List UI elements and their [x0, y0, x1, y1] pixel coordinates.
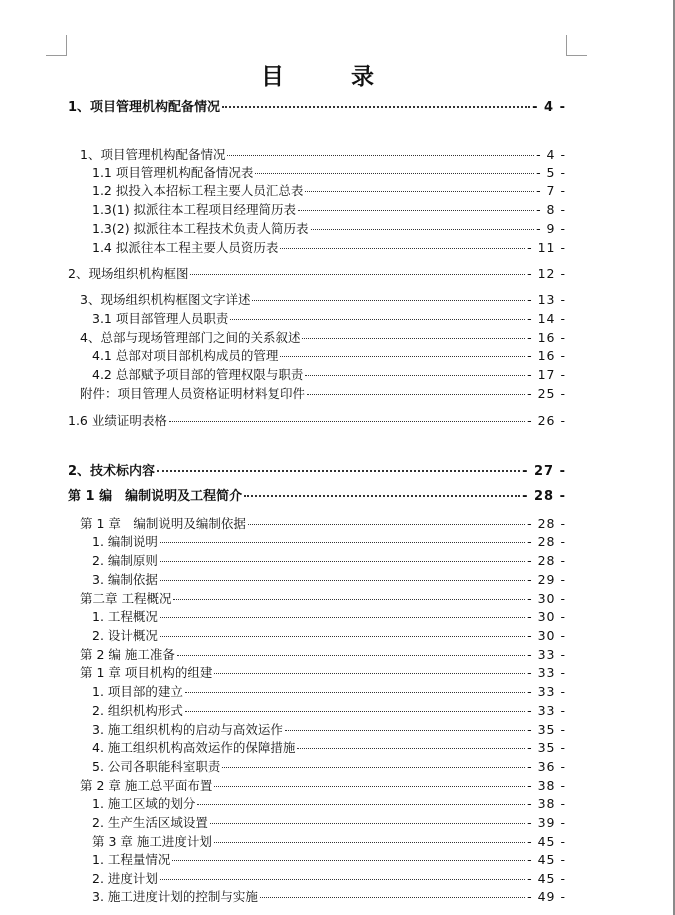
toc-entry-title: 2、现场组织机构框图	[68, 266, 189, 281]
toc-entry-page-number: - 25 -	[527, 386, 566, 401]
toc-entry-page-number: - 45 -	[527, 834, 566, 849]
toc-entry-page-number: - 30 -	[527, 591, 566, 606]
dot-leader	[210, 823, 525, 824]
toc-entry-title: 1. 工程量情况	[92, 852, 171, 867]
toc-entry-page-number: - 7 -	[536, 183, 566, 198]
toc-entry-page-number: - 30 -	[527, 609, 566, 624]
dot-leader	[169, 421, 525, 422]
toc-entry-title: 3.1 项目部管理人员职责	[92, 311, 229, 326]
toc-entry-page-number: - 28 -	[527, 516, 566, 531]
dot-leader	[280, 356, 525, 357]
dot-leader	[298, 210, 534, 211]
toc-entry-title: 3、现场组织机构框图文字详述	[80, 292, 251, 307]
dot-leader	[197, 804, 525, 805]
toc-entry[interactable]	[92, 609, 566, 625]
toc-entry-title: 1、项目管理机构配备情况	[80, 147, 226, 162]
toc-entry-page-number: - 36 -	[527, 759, 566, 774]
dot-leader	[160, 617, 525, 618]
dot-leader	[177, 655, 525, 656]
toc-entry[interactable]	[92, 889, 566, 905]
toc-entry[interactable]	[92, 684, 566, 700]
toc-entry[interactable]	[92, 183, 566, 199]
toc-entry-title: 1.3(2) 拟派往本工程技术负责人简历表	[92, 221, 309, 236]
dot-leader	[280, 248, 525, 249]
toc-entry-title: 1.4 拟派往本工程主要人员资历表	[92, 240, 279, 255]
dot-leader	[248, 524, 525, 525]
toc-entry-title: 2. 组织机构形式	[92, 703, 183, 718]
toc-entry-title: 第 1 编 编制说明及工程简介	[68, 489, 243, 504]
dot-leader	[160, 561, 525, 562]
toc-entry-page-number: - 14 -	[527, 311, 566, 326]
toc-entry-page-number: - 26 -	[527, 413, 566, 428]
toc-entry-page-number: - 29 -	[527, 572, 566, 587]
toc-entry[interactable]	[80, 778, 566, 794]
page-title: 目 录	[261, 64, 396, 90]
toc-entry[interactable]	[92, 815, 566, 831]
toc-entry-title: 2. 编制原则	[92, 553, 158, 568]
toc-entry-page-number: - 4 -	[536, 147, 566, 162]
toc-entry-title: 1、项目管理机构配备情况	[68, 100, 221, 115]
toc-entry-title: 2. 设计概况	[92, 628, 158, 643]
toc-entry-page-number: - 4 -	[532, 100, 566, 115]
toc-entry-page-number: - 28 -	[527, 534, 566, 549]
dot-leader	[252, 300, 525, 301]
dot-leader	[227, 155, 534, 156]
toc-entry[interactable]	[92, 553, 566, 569]
toc-entry-page-number: - 33 -	[527, 684, 566, 699]
toc-entry-title: 3. 编制依据	[92, 572, 158, 587]
toc-entry[interactable]	[68, 266, 566, 282]
toc-entry-title: 1.2 拟投入本招标工程主要人员汇总表	[92, 183, 304, 198]
toc-entry-page-number: - 45 -	[527, 871, 566, 886]
dot-leader	[255, 173, 534, 174]
toc-entry-page-number: - 5 -	[536, 165, 566, 180]
toc-entry[interactable]	[80, 330, 566, 346]
toc-entry-title: 第 1 章 项目机构的组建	[80, 665, 213, 680]
dot-leader	[160, 636, 525, 637]
dot-leader	[297, 748, 525, 749]
toc-entry-page-number: - 33 -	[527, 647, 566, 662]
toc-entry[interactable]	[92, 740, 566, 756]
toc-entry-title: 第 1 章 编制说明及编制依据	[80, 516, 246, 531]
toc-entry[interactable]	[92, 202, 566, 218]
dot-leader	[214, 842, 525, 843]
toc-entry[interactable]	[80, 386, 566, 402]
toc-entry-title: 1.3(1) 拟派往本工程项目经理简历表	[92, 202, 297, 217]
toc-entry[interactable]	[68, 489, 566, 505]
dot-leader	[302, 338, 525, 339]
toc-entry-title: 3. 施工组织机构的启动与高效运作	[92, 722, 283, 737]
toc-entry[interactable]	[92, 796, 566, 812]
toc-entry[interactable]	[80, 147, 566, 163]
toc-entry[interactable]	[80, 591, 566, 607]
toc-entry-page-number: - 30 -	[527, 628, 566, 643]
dot-leader	[311, 229, 535, 230]
toc-entry[interactable]	[92, 628, 566, 644]
toc-entry-page-number: - 33 -	[527, 703, 566, 718]
dot-leader	[244, 495, 520, 497]
toc-entry[interactable]	[92, 834, 566, 850]
toc-entry[interactable]	[68, 464, 566, 480]
toc-entry[interactable]	[68, 100, 566, 116]
toc-entry-page-number: - 38 -	[527, 796, 566, 811]
dot-leader	[305, 375, 525, 376]
dot-leader	[230, 319, 525, 320]
dot-leader	[214, 673, 525, 674]
dot-leader	[222, 106, 530, 108]
toc-entry-page-number: - 45 -	[527, 852, 566, 867]
toc-entry-title: 4.1 总部对项目部机构成员的管理	[92, 348, 279, 363]
toc-entry-title: 附件：项目管理人员资格证明材料复印件	[80, 386, 306, 401]
toc-entry-title: 1. 施工区域的划分	[92, 796, 196, 811]
toc-entry-title: 4. 施工组织机构高效运作的保障措施	[92, 740, 296, 755]
toc-entry[interactable]	[92, 722, 566, 738]
toc-entry[interactable]	[92, 221, 566, 237]
toc-entry[interactable]	[92, 852, 566, 868]
toc-entry-title: 第 2 编 施工准备	[80, 647, 175, 662]
toc-entry-page-number: - 49 -	[527, 889, 566, 904]
toc-entry-title: 1.6 业绩证明表格	[68, 413, 167, 428]
toc-entry[interactable]	[92, 572, 566, 588]
dot-leader	[157, 470, 520, 472]
dot-leader	[214, 786, 525, 787]
toc-entry-title: 1. 工程概况	[92, 609, 158, 624]
dot-leader	[185, 692, 525, 693]
dot-leader	[307, 394, 525, 395]
toc-entry[interactable]	[92, 534, 566, 550]
toc-entry[interactable]	[80, 516, 566, 532]
dot-leader	[305, 191, 534, 192]
dot-leader	[185, 711, 525, 712]
toc-entry[interactable]	[80, 292, 566, 308]
toc-entry-page-number: - 8 -	[536, 202, 566, 217]
toc-entry-title: 4.2 总部赋予项目部的管理权限与职责	[92, 367, 304, 382]
toc-entry[interactable]	[80, 665, 566, 681]
toc-entry[interactable]	[80, 647, 566, 663]
toc-entry-page-number: - 13 -	[527, 292, 566, 307]
toc-entry-title: 3. 施工进度计划的控制与实施	[92, 889, 258, 904]
toc-entry[interactable]	[92, 871, 566, 887]
toc-entry-title: 第 3 章 施工进度计划	[92, 834, 212, 849]
toc-entry[interactable]	[92, 348, 566, 364]
toc-entry-page-number: - 35 -	[527, 722, 566, 737]
dot-leader	[190, 274, 525, 275]
dot-leader	[172, 860, 525, 861]
toc-entry[interactable]	[92, 759, 566, 775]
toc-entry[interactable]	[68, 413, 566, 429]
toc-entry[interactable]	[92, 703, 566, 719]
dot-leader	[160, 542, 525, 543]
toc-entry-page-number: - 17 -	[527, 367, 566, 382]
toc-entry-page-number: - 39 -	[527, 815, 566, 830]
toc-entry[interactable]	[92, 165, 566, 181]
toc-entry-page-number: - 27 -	[522, 464, 566, 479]
dot-leader	[285, 730, 525, 731]
dot-leader	[160, 879, 525, 880]
toc-entry-title: 4、总部与现场管理部门之间的关系叙述	[80, 330, 301, 345]
toc-entry[interactable]	[92, 311, 566, 327]
toc-entry-page-number: - 9 -	[536, 221, 566, 236]
dot-leader	[160, 580, 525, 581]
toc-entry-title: 2、技术标内容	[68, 464, 156, 479]
toc-entry-page-number: - 12 -	[527, 266, 566, 281]
toc-entry-page-number: - 38 -	[527, 778, 566, 793]
toc-entry-title: 第 2 章 施工总平面布置	[80, 778, 213, 793]
toc-entry-title: 1.1 项目管理机构配备情况表	[92, 165, 254, 180]
toc-entry-title: 2. 进度计划	[92, 871, 158, 886]
toc-entry-page-number: - 35 -	[527, 740, 566, 755]
toc-entry-page-number: - 16 -	[527, 348, 566, 363]
dot-leader	[173, 599, 525, 600]
toc-entry-title: 第二章 工程概况	[80, 591, 172, 606]
toc-entry-page-number: - 33 -	[527, 665, 566, 680]
toc-entry-page-number: - 11 -	[527, 240, 566, 255]
toc-entry-page-number: - 28 -	[527, 553, 566, 568]
toc-entry[interactable]	[92, 240, 566, 256]
dot-leader	[260, 897, 525, 898]
toc-entry-title: 2. 生产生活区域设置	[92, 815, 208, 830]
toc-entry-page-number: - 28 -	[522, 489, 566, 504]
toc-entry-title: 1. 项目部的建立	[92, 684, 183, 699]
dot-leader	[222, 767, 525, 768]
toc-entry-title: 5. 公司各职能科室职责	[92, 759, 221, 774]
toc-entry-title: 1. 编制说明	[92, 534, 158, 549]
toc-entry[interactable]	[92, 367, 566, 383]
toc-entry-page-number: - 16 -	[527, 330, 566, 345]
